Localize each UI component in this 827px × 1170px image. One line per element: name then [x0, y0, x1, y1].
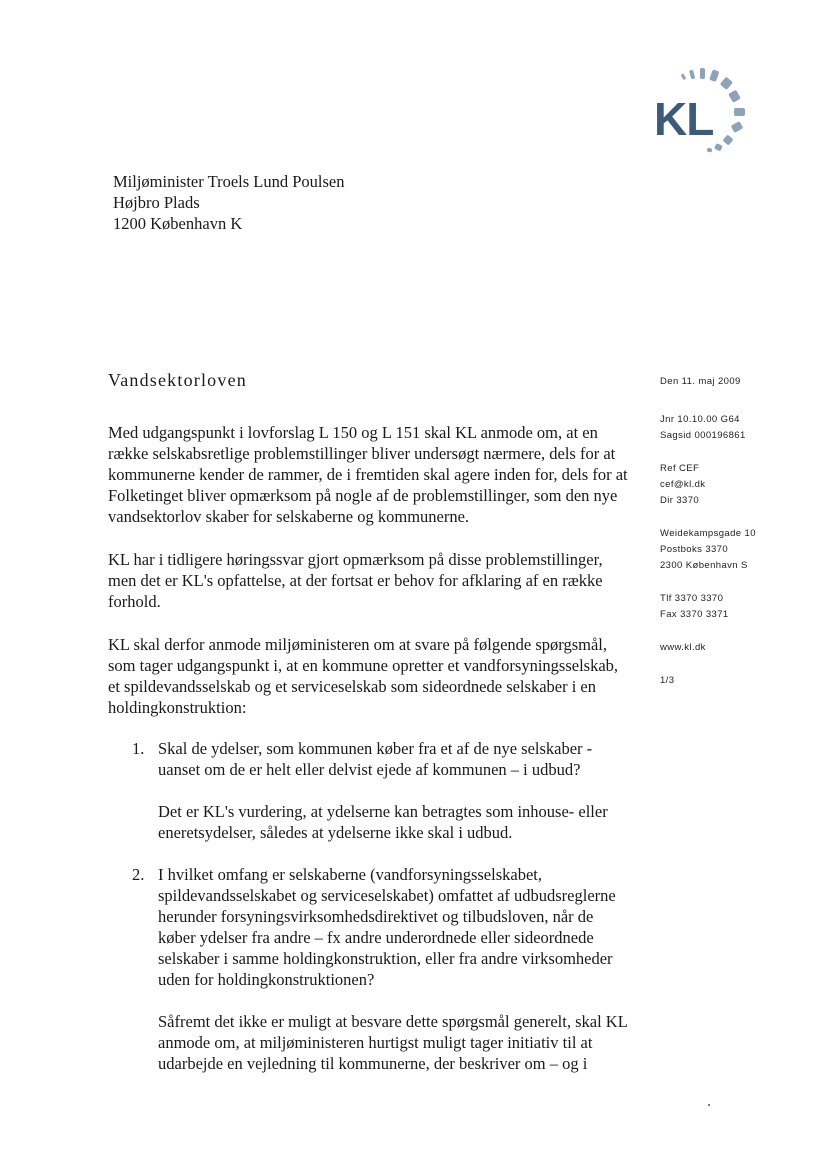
question-list [108, 738, 628, 1074]
journal-number: Jnr 10.10.00 G64 [660, 414, 740, 425]
direct-phone: Dir 3370 [660, 495, 700, 506]
question-number: 2. [132, 865, 145, 884]
fax-number: Fax 3370 3371 [660, 609, 729, 620]
recipient-address [113, 171, 344, 234]
paragraph-intro: Med udgangspunkt i lovforslag L 150 og L 151 skal KL anmode om, at en række selskabsretlige problemstillinger bliver undersøgt nærmere, dels for at kommunerne kender de rammer, de i fremtiden skal agere inden for, dels for at Folketinget bliver opmærksom på nogle af de problemstillinger, som den nye vandsektorlov skaber for selskaberne og kommunerne. [108, 423, 628, 526]
office-street: Weidekampsgade 10 [660, 528, 756, 539]
sidebar-info [660, 374, 800, 689]
question-text: I hvilket omfang er selskaberne (vandforsyningsselskabet, spildevandsselskabet og serviceselskabet) omfattet af udbudsreglerne herunder forsyningsvirksomhedsdirektivet og tilbudsloven, når de køber ydelser fra andre – fx andre underordnede eller sideordnede selskaber i samme holdingkonstruktion, eller fra andre virksomheder uden for holdingkonstruktionen? [158, 865, 616, 989]
paragraph-previous: KL har i tidligere høringssvar gjort opmærksom på disse problemstillinger, men det er KL's opfattelse, at der fortsat er behov for afklaring af en række forhold. [108, 550, 603, 611]
scan-speck [708, 1104, 710, 1106]
recipient-city: 1200 København K [113, 214, 243, 233]
recipient-name: Miljøminister Troels Lund Poulsen [113, 172, 345, 191]
question-text: Skal de ydelser, som kommunen køber fra et af de nye selskaber - uanset om de er helt eller delvist ejede af kommunen – i udbud? [158, 739, 593, 779]
office-postbox: Postboks 3370 [660, 544, 729, 555]
reference: Ref CEF [660, 463, 700, 474]
phone-number: Tlf 3370 3370 [660, 593, 724, 604]
question-note: Det er KL's vurdering, at ydelserne kan betragtes som inhouse- eller eneretsydelser, således at ydelserne ikke skal i udbud. [158, 802, 608, 842]
letter-body [108, 422, 628, 1095]
recipient-street: Højbro Plads [113, 193, 200, 212]
paragraph-request: KL skal derfor anmode miljøministeren om at svare på følgende spørgsmål, som tager udgangspunkt i, at en kommune opretter et vandforsyningsselskab, et spildevandsselskab og et serviceselskab som sideordnede selskaber i en holdingkonstruktion: [108, 635, 619, 717]
question-number: 1. [132, 739, 145, 758]
office-city: 2300 København S [660, 560, 748, 571]
logo-text: KL [654, 93, 714, 145]
question-note: Såfremt det ikke er muligt at besvare dette spørgsmål generelt, skal KL anmode om, at miljøministeren hurtigst muligt tager initiativ til at udarbejde en vejledning til kommunerne, der beskriver om – og i [158, 1012, 628, 1073]
kl-logo [650, 66, 760, 166]
question-item [108, 864, 628, 1074]
case-id: Sagsid 000196861 [660, 430, 746, 441]
page-number: 1/3 [660, 675, 675, 686]
website-link[interactable]: www.kl.dk [660, 642, 706, 653]
letter-date: Den 11. maj 2009 [660, 376, 741, 387]
email-link[interactable]: cef@kl.dk [660, 479, 706, 490]
question-item [108, 738, 628, 843]
letter-title: Vandsektorloven [108, 370, 247, 390]
